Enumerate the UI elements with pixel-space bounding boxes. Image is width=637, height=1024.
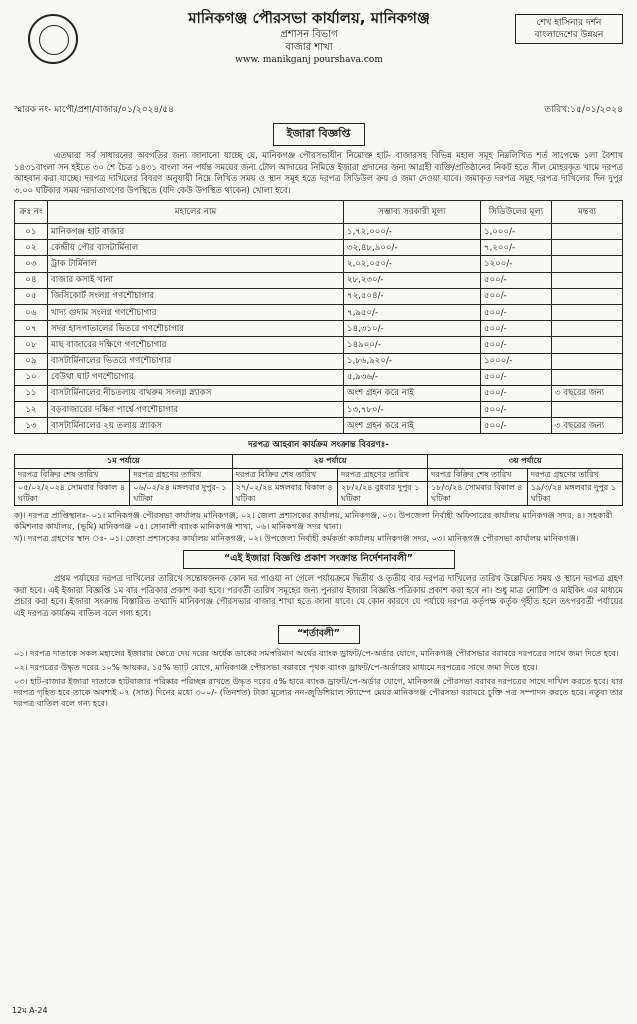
schedule-label: দরপত্র গ্রহণের তারিখ xyxy=(527,468,622,482)
conditions-title: “শর্তাবলী” xyxy=(278,625,360,644)
table-row xyxy=(15,240,623,256)
footer-code: 12ম A-24 xyxy=(12,1006,48,1015)
row-name: জিসিকোর্ট সংলগ্ন গণশৌচাগার xyxy=(48,288,344,304)
row-remarks xyxy=(552,353,623,369)
phase-3: ৩য় পর্যায়ে xyxy=(428,455,623,469)
table-row xyxy=(15,385,623,401)
row-remarks xyxy=(552,256,623,272)
row-name: বড়বাজারের দক্ষিণ পার্শ্বে গণশৌচাগার xyxy=(48,402,344,418)
row-schedule-price: ৭,২০০/- xyxy=(481,240,552,256)
row-schedule-price: ৫০০/- xyxy=(481,337,552,353)
slogan-box: শেখ হাসিনার দর্শন বাংলাদেশের উন্নয়ন xyxy=(515,14,623,44)
row-name: সদর হাসপাতালের ভিতরে গণশৌচাগার xyxy=(48,321,344,337)
row-name: বাসটার্মিনালের ভিতরে গণশৌচাগার xyxy=(48,353,344,369)
section-name: প্রশাসন বিভাগ xyxy=(280,29,338,40)
schedule-value: ১৯/৩/২৪ মঙ্গলবার দুপুর ১ ঘটিকা xyxy=(527,482,622,506)
lease-table xyxy=(14,200,623,434)
memo-date: তারিখ:১৫/০১/২০২৪ xyxy=(544,105,623,115)
row-remarks xyxy=(552,337,623,353)
table-row xyxy=(15,418,623,434)
table-row xyxy=(15,304,623,320)
condition-item: ০২। দরপত্রের উদ্ধৃত দরের ১০% আয়কর, ১৫% ভ্যাট যোগে, মানিকগঞ্জ পৌরসভা বরাবরে পৃথক ব্যাংক ড্রাফট/পে-অর্ডারের মাধ্যমে দরপত্রের সাথে জমা দিতে হবে। xyxy=(14,662,538,673)
row-serial: ০৪ xyxy=(15,272,48,288)
lease-table-header xyxy=(15,201,623,224)
letterhead-text xyxy=(164,8,454,67)
table-row xyxy=(15,321,623,337)
row-remarks xyxy=(552,304,623,320)
row-govt-value: ১৪৯০০/- xyxy=(344,337,481,353)
row-govt-value: ২৮,২৩০/- xyxy=(344,272,481,288)
row-name: বাসটার্মিনালের ২য় তলায় স্ন্যাকস xyxy=(48,418,344,434)
note-kha: খ)। দরপত্র গ্রহণের স্থান ঃ- ০১। জেলা প্রশাসকের কার্যালয় মানিকগঞ্জ, ০২। উপজেলা নির্বাহী কর্মকর্তা কার্যালয় মানিকগঞ্জ সদর, ০৩। মানিকগঞ্জ পৌরসভা কার্যালয় মানিকগঞ্জ। xyxy=(14,533,579,544)
row-serial: ১১ xyxy=(15,385,48,401)
row-name: ট্রাক টার্মিনাল xyxy=(48,256,344,272)
row-name: বাজার কসাই খানা xyxy=(48,272,344,288)
row-remarks xyxy=(552,369,623,385)
row-schedule-price: ৫০০/- xyxy=(481,304,552,320)
row-remarks xyxy=(552,224,623,240)
row-serial: ১৩ xyxy=(15,418,48,434)
memo-line xyxy=(14,102,623,117)
row-schedule-price: ৫০০/- xyxy=(481,321,552,337)
office-name: মানিকগঞ্জ পৌরসভা কার্যালয়, মানিকগঞ্জ xyxy=(188,9,430,27)
memo-ref: স্মারক নং- মাপৌ/প্রশা/বাজার/০১/২০২৪/৫৪ xyxy=(14,105,174,115)
row-serial: ০৮ xyxy=(15,337,48,353)
row-schedule-price: ৫০০/- xyxy=(481,369,552,385)
row-schedule-price: ৫০০/- xyxy=(481,418,552,434)
row-name: মানিকগঞ্জ হাট বাজার xyxy=(48,224,344,240)
schedule-value: ২৮/২/২৪ বুধবার দুপুর ১ ঘটিকা xyxy=(338,482,428,506)
row-remarks xyxy=(552,272,623,288)
table-row xyxy=(15,402,623,418)
notice-title: ইজারা বিজ্ঞপ্তি xyxy=(273,123,365,146)
row-serial: ০৩ xyxy=(15,256,48,272)
schedule-table xyxy=(14,454,623,506)
row-serial: ০৭ xyxy=(15,321,48,337)
phase-1: ১ম পর্যায়ে xyxy=(15,455,233,469)
col-schedule-price: সিডিউলের মূল্য xyxy=(481,201,552,224)
row-schedule-price: ৫০০/- xyxy=(481,272,552,288)
row-serial: ০৫ xyxy=(15,288,48,304)
row-serial: ০৬ xyxy=(15,304,48,320)
row-serial: ০২ xyxy=(15,240,48,256)
row-name: খাদ্য গুদাম সংলগ্ন গণশৌচাগার xyxy=(48,304,344,320)
website: www. manikganj pourshava.com xyxy=(235,55,383,65)
row-govt-value: ১৩,৭৮০/- xyxy=(344,402,481,418)
table-row xyxy=(15,369,623,385)
table-row xyxy=(15,337,623,353)
notes xyxy=(14,510,623,544)
row-serial: ০১ xyxy=(15,224,48,240)
row-name: মাছ বাজারের দক্ষিণে গণশৌচাগার xyxy=(48,337,344,353)
row-govt-value: ৫,৯৩৬/- xyxy=(344,369,481,385)
row-name: কেন্দ্রীয় পৌর বাসটার্মিনাল xyxy=(48,240,344,256)
condition-item: ০১। দরপত্র দাতাকে সকল মহালের ইজারার ক্ষেত্রে দেয় দরের অর্ধেক ডাকের সমপরিমাণ অর্থের ব্যাংক ড্রাফট/পে-অর্ডার যোগে, মানিকগঞ্জ পৌরসভার বরাবরে দরপত্রের সাথে জমা দিতে হবে। xyxy=(14,648,619,659)
row-remarks xyxy=(552,402,623,418)
table-row xyxy=(15,256,623,272)
row-remarks xyxy=(552,321,623,337)
phase-2: ২য় পর্যায়ে xyxy=(232,455,427,469)
row-remarks: ৩ বছরের জন্য xyxy=(552,418,623,434)
row-remarks: ৩ বছরের জন্য xyxy=(552,385,623,401)
col-serial: ক্রঃ নং xyxy=(15,201,48,224)
row-remarks xyxy=(552,240,623,256)
letterhead xyxy=(14,8,623,100)
row-schedule-price: ৫০০/- xyxy=(481,385,552,401)
municipality-seal-icon xyxy=(28,14,78,64)
table-row xyxy=(15,224,623,240)
row-schedule-price: ১,০০০/- xyxy=(481,224,552,240)
schedule-value: ১৮/৩/২৪ সোমবার বিকাল ৪ ঘটিকা xyxy=(428,482,528,506)
col-govt-value: সম্ভাব্য সরকারী মূল্য xyxy=(344,201,481,224)
row-serial: ১০ xyxy=(15,369,48,385)
condition-item: ০৩। হাট-বাজার ইজারা দাতাকে হাটবাজার পরিষ্কার পরিচ্ছন্ন রাখতে উদ্ধৃত দরের ৫% হারে ব্যাংক ড্রাফট/পে-অর্ডার যোগে, মানিকগঞ্জ পৌরসভা বরাবর দরপত্রের সাথে দাখিল করতে হবে। যার দরপত্র গৃহিত হবে তাকে অবশ্যই ০৭ (সাত) দিনের মধ্যে ৩০০/- (তিনশত) টাকা মূল্যের নন-জুডিশিয়াল স্ট্যাম্পে মেয়র মানিকগঞ্জ পৌরসভা বরাবরে চুক্তি পত্র সম্পাদন করতে হবে। নতুবা তার দরপত্র বাতিল বলে গন্য হবে। xyxy=(14,676,623,709)
row-name: বাসটার্মিনালের নীচতলায় বাথরুম সংলগ্ন স্ন্যাকস xyxy=(48,385,344,401)
schedule-label: দরপত্র গ্রহণের তারিখ xyxy=(338,468,428,482)
schedule-heading: দরপত্র আহবান কার্যক্রম সংক্রান্ত বিবরণঃ- xyxy=(248,440,389,451)
col-remarks: মন্তব্য xyxy=(552,201,623,224)
col-name: মহালের নাম xyxy=(48,201,344,224)
schedule-value: ০৬/০২/২৪ মঙ্গলবার দুপুর- ১ ঘটিকা xyxy=(130,482,232,506)
instructions-text: প্রথম পর্যায়ের দরপত্র দাখিলের তারিখে সন্তোষজনক কোন দর পাওয়া না গেলে পর্যায়ক্রমে দ্বিতীয় ও তৃতীয় বার দরপত্র দাখিলের তারিখ উল্লেখিত সময় ও স্থানে দরপত্র গ্রহণ করা হবে। এই ইজারা বিজ্ঞপ্তি ১ম বার পত্রিকার প্রকাশ করা হবে। পরবর্তী তারিখ সমূহের জন্য পুনরায় ইজারা বিজ্ঞপ্তি পত্রিকায় প্রকাশ করা হবে না। শুধু মাত্র নোটিশ ও মাইকিং এর মাধ্যমে প্রচার করা হবে। ইজারা সংক্রান্ত বিস্তারিত তথ্যাদি মানিকগঞ্জ পৌরসভার বাজার শাখা হতে জানা যাবে। যে কোন কারণে যে পর্যায়ে দরপত্র কর্তৃপক্ষ কর্তৃক গৃহীত হলে তৎপরবর্তী পর্যায়ের এই দরপত্র কার্যক্রম বাতিল বলে গণ্য হবে। xyxy=(14,573,623,618)
row-schedule-price: ৫০০/- xyxy=(481,402,552,418)
schedule-label: দরপত্র গ্রহণের তারিখ xyxy=(130,468,232,482)
table-row xyxy=(15,288,623,304)
schedule-value: ২৭/০২/২৪ মঙ্গলবার বিকাল ৪ ঘটিকা xyxy=(232,482,337,506)
note-ka: ক)। দরপত্র প্রাপ্তিস্থানঃ- ০১। মানিকগঞ্জ পৌরসভা কার্যালয় মানিকগঞ্জ, ০২। জেলা প্রশাসকের কার্যালয়, মানিকগঞ্জ, ০৩। উপজেলা নির্বাহী অফিসারের কার্যালয় মানিকগঞ্জ সদর, ৪। সহকারী কমিশনার কার্যালয়, (ভূমি) মানিকগঞ্জ ০৫। সোনালী ব্যাংক মানিকগঞ্জ শাখা, ০৬। মানিকগঞ্জ সদর থানা। xyxy=(14,510,613,532)
row-govt-value: ৭২,৫০৪/- xyxy=(344,288,481,304)
schedule-label: দরপত্র বিক্রির শেষ তারিখ xyxy=(232,468,337,482)
row-schedule-price: ৫০০/- xyxy=(481,288,552,304)
branch-name: বাজার শাখা xyxy=(285,42,333,53)
row-govt-value: অংশ গ্রহন করে নাই xyxy=(344,385,481,401)
row-govt-value: ১৪,৩১০/- xyxy=(344,321,481,337)
row-schedule-price: ১০০০/- xyxy=(481,353,552,369)
table-row xyxy=(15,272,623,288)
schedule-label: দরপত্র বিক্রির শেষ তারিখ xyxy=(15,468,130,482)
row-govt-value: ২,০২,০৫০/- xyxy=(344,256,481,272)
row-remarks xyxy=(552,288,623,304)
row-schedule-price: ১২০০/- xyxy=(481,256,552,272)
schedule-label: দরপত্র বিক্রির শেষ তারিখ xyxy=(428,468,528,482)
row-name: বেউথা ঘাট গণশৌচাগার xyxy=(48,369,344,385)
table-row xyxy=(15,353,623,369)
row-govt-value: ১,৭২,০০০/- xyxy=(344,224,481,240)
intro-paragraph: এতদ্বারা সর্ব সাধারনের অবগতির জন্য জানানো যাচ্ছে যে, মানিকগঞ্জ পৌরসভাধীন নিমোক্ত হাট- বাজারসহ বিভিন্ন মহাল সমূহ নিম্নলিখিত শর্ত সাপেক্ষে ১লা বৈশাখ ১৪৩১বাংলা সন হইতে ৩০ শে চৈত্র ১৪৩১ বাংলা সন পর্যন্ত সময়ের জন্য টোল আদায়ের নিমিত্তে ইজারা প্রদানের জন্য আগ্রহী ব্যক্তি/প্রতিষ্ঠানের নিকট হতে সীল মোহরকৃত খামে দরপত্র আহবান করা যাচ্ছে। দরপত্র দাখিলের বিবরণ অনুযায়ী নিম্নে লিখিত সময় ও স্থান সমূহ হতে দরপত্র সিডিউল ক্রয় ও জমা দেওয়া যাবে। জমাকৃত দরপত্র সমূহ দরপত্র দাখিলের দিন দুপুর ৩.০০ ঘটিকার সময় দরদাতাগণের উপস্থিতে (যদি কেউ উপস্থিত থাকেন) খোলা হবে। xyxy=(14,150,623,195)
row-serial: ১২ xyxy=(15,402,48,418)
row-govt-value: ৭,৯৫০/- xyxy=(344,304,481,320)
schedule-value: ০৫/০২/২০২৪ সোমবার বিকাল ৪ ঘটিকা xyxy=(15,482,130,506)
row-govt-value: ১,৮৬,৯২০/- xyxy=(344,353,481,369)
row-govt-value: ৩২,৪৮,৯০০/- xyxy=(344,240,481,256)
row-serial: ০৯ xyxy=(15,353,48,369)
instructions-title: “এই ইজারা বিজ্ঞপ্তি প্রকাশ সংক্রান্ত নির্দেশনাবলী” xyxy=(183,550,455,569)
row-govt-value: অংশ গ্রহন করে নাই xyxy=(344,418,481,434)
